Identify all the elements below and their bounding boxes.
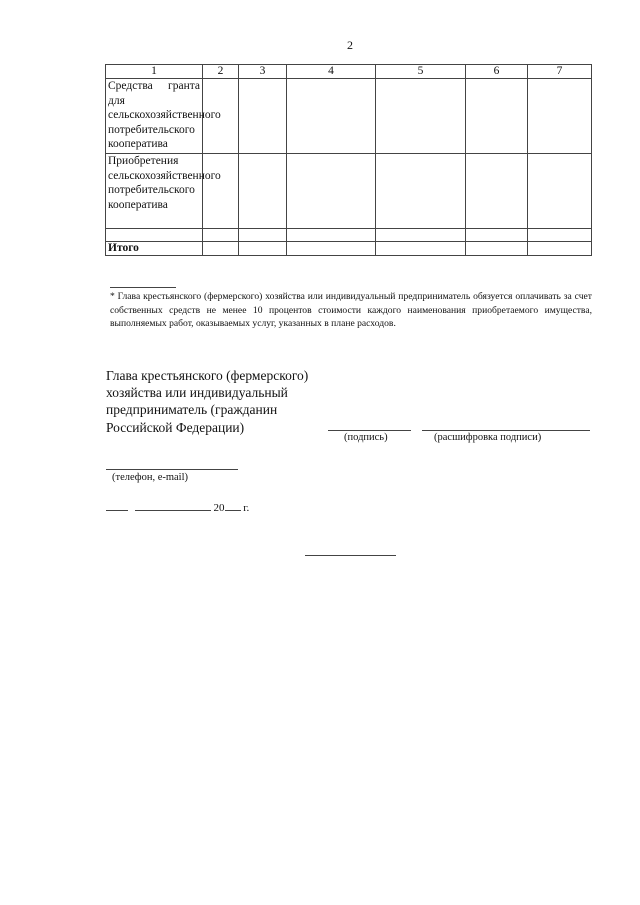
contact-caption: (телефон, e-mail) xyxy=(112,472,189,483)
month-blank xyxy=(135,500,211,511)
year-blank xyxy=(225,500,241,511)
table-cell xyxy=(466,79,528,154)
table-cell xyxy=(106,229,203,242)
row-label-cooperative-purchases: Приобретения сельскохозяйственного потребительского кооператива xyxy=(106,154,203,229)
expense-plan-table xyxy=(105,64,592,256)
table-total-row xyxy=(106,242,592,256)
table-cell xyxy=(203,242,239,256)
page-number: 2 xyxy=(347,38,353,52)
day-blank xyxy=(106,500,128,511)
table-cell xyxy=(239,229,287,242)
table-cell xyxy=(466,242,528,256)
contact-line xyxy=(106,469,238,470)
column-header-7: 7 xyxy=(528,65,592,79)
table-cell xyxy=(287,154,376,229)
total-label: Итого xyxy=(106,242,203,256)
table-cell xyxy=(239,154,287,229)
footnote-divider xyxy=(110,287,176,288)
signature-caption: (подпись) xyxy=(344,432,388,443)
date-row xyxy=(106,500,249,514)
column-header-1: 1 xyxy=(106,65,203,79)
footnote: * Глава крестьянского (фермерского) хозяйства или индивидуальный предприниматель обязуется оплачивать за счет собственных средств не менее 10 процентов стоимости каждого наименования приобретаемого имущества, выполняемых работ, оказываемых услуг, указанных в плане расходов. xyxy=(110,291,592,329)
table-cell xyxy=(203,154,239,229)
signature-line xyxy=(328,430,411,431)
table-cell xyxy=(287,229,376,242)
table-cell xyxy=(528,229,592,242)
table-cell xyxy=(239,242,287,256)
table-cell xyxy=(239,79,287,154)
table-cell xyxy=(287,79,376,154)
table-cell xyxy=(287,242,376,256)
table-cell xyxy=(203,229,239,242)
table-row xyxy=(106,79,592,154)
table-row xyxy=(106,229,592,242)
end-divider xyxy=(305,555,396,556)
table-cell xyxy=(528,242,592,256)
signature-decoding-caption: (расшифровка подписи) xyxy=(434,432,542,443)
column-header-4: 4 xyxy=(287,65,376,79)
table-row xyxy=(106,154,592,229)
table-cell xyxy=(376,242,466,256)
table-cell xyxy=(528,79,592,154)
table-header-row xyxy=(106,65,592,79)
table-cell xyxy=(466,154,528,229)
column-header-6: 6 xyxy=(466,65,528,79)
table-cell xyxy=(466,229,528,242)
signature-decoding-line xyxy=(422,430,590,431)
table-cell xyxy=(376,79,466,154)
table-cell xyxy=(376,229,466,242)
column-header-5: 5 xyxy=(376,65,466,79)
column-header-2: 2 xyxy=(203,65,239,79)
row-label-grant-funds: Средства гранта для сельскохозяйственного потребительского кооператива xyxy=(106,79,203,154)
signer-title: Глава крестьянского (фермерского) хозяйства или индивидуальный предприниматель (гражданин Российской Федерации) xyxy=(106,368,309,435)
column-header-3: 3 xyxy=(239,65,287,79)
table-cell xyxy=(376,154,466,229)
century-text: 20 xyxy=(213,502,225,514)
table-cell xyxy=(528,154,592,229)
year-suffix: г. xyxy=(243,502,250,514)
